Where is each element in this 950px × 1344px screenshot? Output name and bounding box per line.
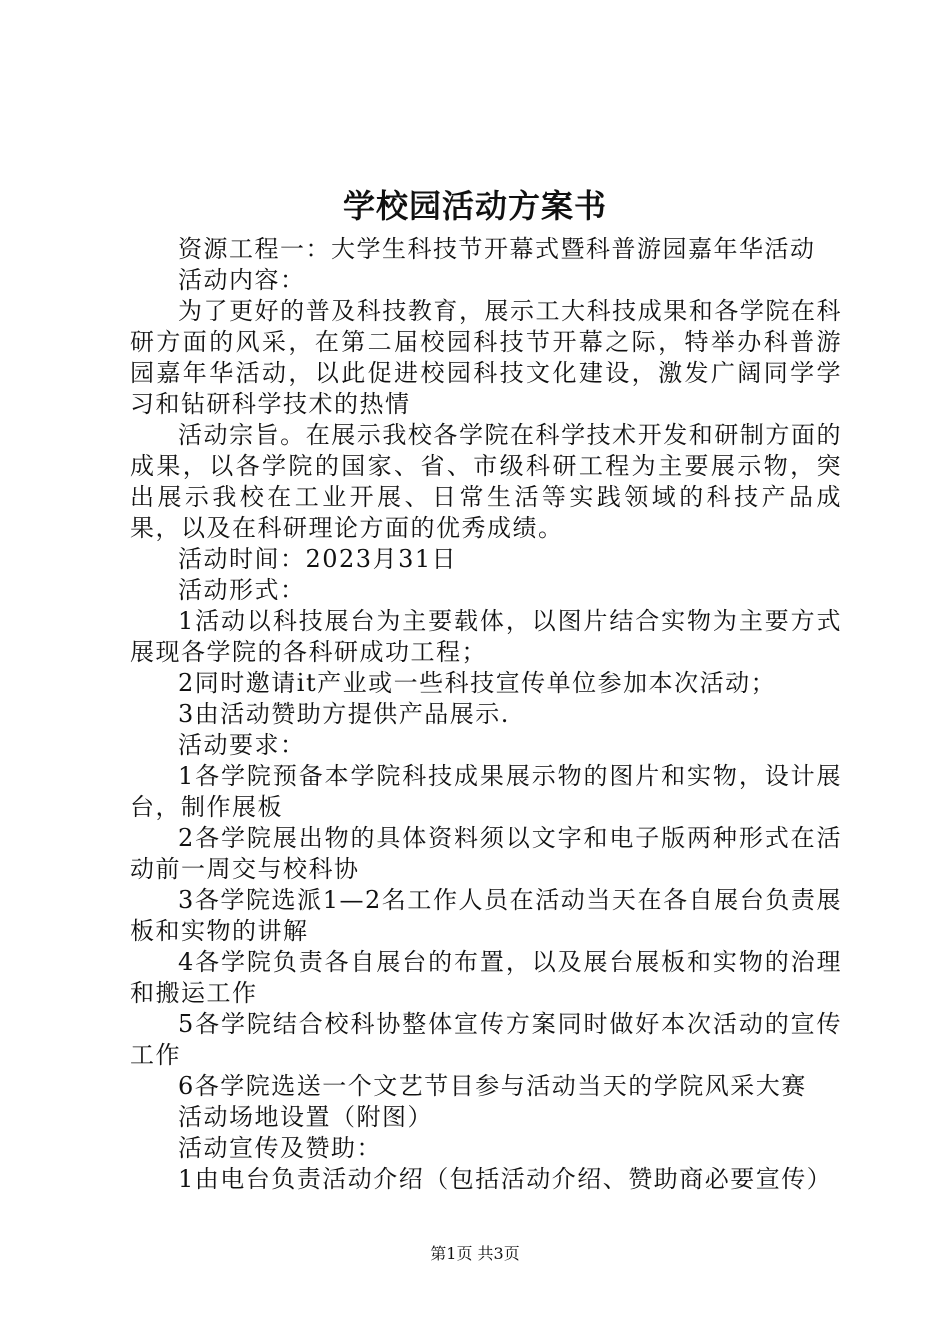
paragraph: 活动内容： [178, 266, 306, 294]
paragraph: 活动宗旨。在展示我校各学院在科学技术开发和研制方面的成果，以各学院的国家、省、市级科研工程为主要展示物，突出展示我校在工业开展、日常生活等实践领域的科技产品成果，以及在科研理论方面的优秀成绩。 [130, 421, 842, 542]
paragraph: 为了更好的普及科技教育，展示工大科技成果和各学院在科研方面的风采，在第二届校园科技节开幕之际，特举办科普游园嘉年华活动，以此促进校园科技文化建设，激发广阔同学学习和钻研科学技术的热情 [130, 297, 842, 418]
page-footer: 第1页 共3页 [430, 1244, 520, 1263]
paragraph: 1各学院预备本学院科技成果展示物的图片和实物，设计展台，制作展板 [130, 762, 842, 821]
paragraph: 活动形式： [178, 576, 306, 604]
paragraph: 6各学院选送一个文艺节目参与活动当天的学院风采大赛 [178, 1072, 807, 1100]
paragraph: 2同时邀请it产业或一些科技宣传单位参加本次活动； [178, 669, 777, 697]
paragraph: 4各学院负责各自展台的布置，以及展台展板和实物的治理和搬运工作 [130, 948, 842, 1007]
paragraph: 1活动以科技展台为主要载体，以图片结合实物为主要方式展现各学院的各科研成功工程； [130, 607, 842, 666]
paragraph: 活动场地设置（附图） [178, 1103, 433, 1131]
paragraph: 活动要求： [178, 731, 306, 759]
paragraph: 1由电台负责活动介绍（包括活动介绍、赞助商必要宣传） [178, 1165, 833, 1193]
paragraph: 活动时间：2023月31日 [178, 545, 458, 573]
paragraph: 资源工程一：大学生科技节开幕式暨科普游园嘉年华活动 [178, 235, 816, 263]
paragraph: 活动宣传及赞助： [178, 1134, 382, 1162]
document-title: 学校园活动方案书 [342, 187, 607, 225]
paragraph: 3由活动赞助方提供产品展示. [178, 700, 510, 728]
paragraph: 2各学院展出物的具体资料须以文字和电子版两种形式在活动前一周交与校科协 [130, 824, 842, 883]
paragraph: 3各学院选派1—2名工作人员在活动当天在各自展台负责展板和实物的讲解 [130, 886, 842, 945]
paragraph: 5各学院结合校科协整体宣传方案同时做好本次活动的宣传工作 [130, 1010, 842, 1069]
document-body [130, 234, 842, 1195]
